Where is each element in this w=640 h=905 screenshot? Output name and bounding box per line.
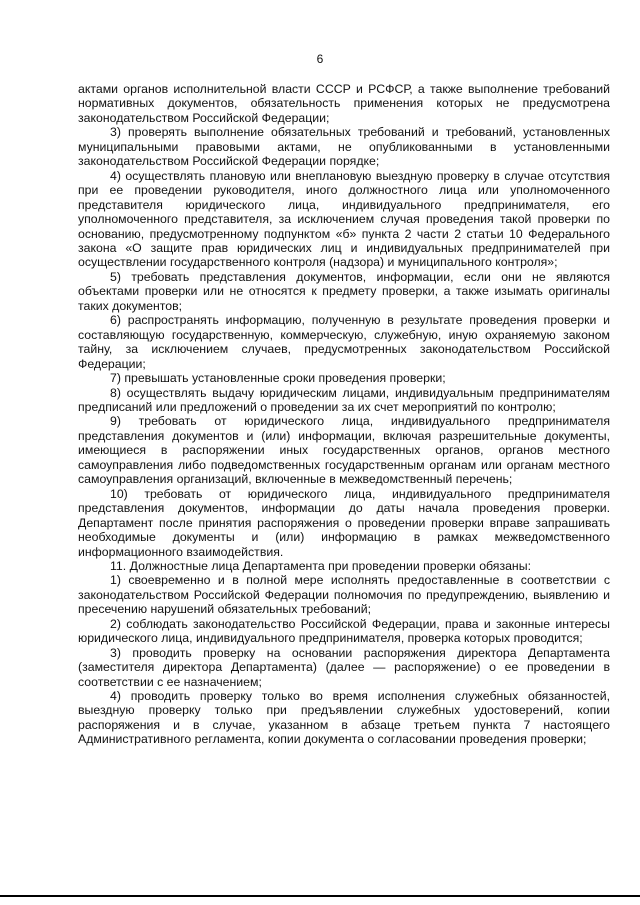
paragraph-duty-2: 2) соблюдать законодательство Российской Федерации, права и законные интересы юридического лица, индивидуального предпринимателя, проверка которых проводится;	[78, 616, 610, 646]
paragraph-continuation: актами органов исполнительной власти СССР и РСФСР, а также выполнение требований нормативных документов, обязательность применения которых не предусмотрена законодательством Российской Федерации;	[78, 82, 610, 125]
bottom-scan-edge	[0, 895, 640, 897]
document-body	[78, 82, 610, 747]
page-number: 6	[316, 52, 324, 66]
paragraph-item-7: 7) превышать установленные сроки проведения проверки;	[110, 371, 446, 386]
paragraph-duty-3: 3) проводить проверку на основании распоряжения директора Департамента (заместителя директора Департамента) (далее — распоряжение) о ее проведении в соответствии с ее назначением;	[78, 645, 610, 689]
paragraph-item-4: 4) осуществлять плановую или внеплановую выездную проверку в случае отсутствия при ее проведении руководителя, иного должностного лица или уполномоченного представителя юридического лица, индивидуального предпринимателя, его уполномоченного представителя, за исключением случая проведения такой проверки по основанию, предусмотренному подпунктом «б» пункта 2 части 2 статьи 10 Федерального закона «О защите прав юридических лиц и индивидуальных предпринимателей при осуществлении государственного контроля (надзора) и муниципального контроля»;	[78, 168, 610, 270]
section-heading-11: 11. Должностные лица Департамента при проведении проверки обязаны:	[110, 558, 531, 573]
paragraph-item-5: 5) требовать представления документов, информации, если они не являются объектами проверки или не относятся к предмету проверки, а также изымать оригиналы таких документов;	[78, 269, 610, 313]
paragraph-item-8: 8) осуществлять выдачу юридическим лицами, индивидуальным предпринимателям предписаний или предложений о проведении за их счет мероприятий по контролю;	[78, 385, 610, 414]
paragraph-duty-4: 4) проводить проверку только во время исполнения служебных обязанностей, выездную проверку только при предъявлении служебных удостоверений, копии распоряжения и в случае, указанном в абзаце третьем пункта 7 настоящего Административного регламента, копии документа о согласовании проведения проверки;	[78, 689, 610, 747]
paragraph-item-6: 6) распространять информацию, полученную в результате проведения проверки и составляющую государственную, коммерческую, служебную, иную охраняемую законом тайну, за исключением случаев, предусмотренных законодательством Российской Федерации;	[78, 313, 610, 371]
paragraph-item-9: 9) требовать от юридического лица, индивидуального предпринимателя представления документов и (или) информации, включая разрешительные документы, имеющиеся в распоряжении иных государственных органов, органов местного самоуправления либо подведомственных государственным органам или органам местного самоуправления организаций, включенные в межведомственный перечень;	[78, 414, 610, 487]
paragraph-item-3: 3) проверять выполнение обязательных требований и требований, установленных муниципальными правовыми актами, не опубликованными в установленными законодательством Российской Федерации порядке;	[78, 125, 610, 169]
paragraph-duty-1: 1) своевременно и в полной мере исполнять предоставленные в соответствии с законодательством Российской Федерации полномочия по предупреждению, выявлению и пресечению нарушений обязательных требований;	[78, 573, 610, 617]
paragraph-item-10: 10) требовать от юридического лица, индивидуального предпринимателя представления документов, информации до даты начала проведения проверки. Департамент после принятия распоряжения о проведении проверки вправе запрашивать необходимые документы и (или) информацию в рамках межведомственного информационного взаимодействия.	[78, 486, 610, 559]
